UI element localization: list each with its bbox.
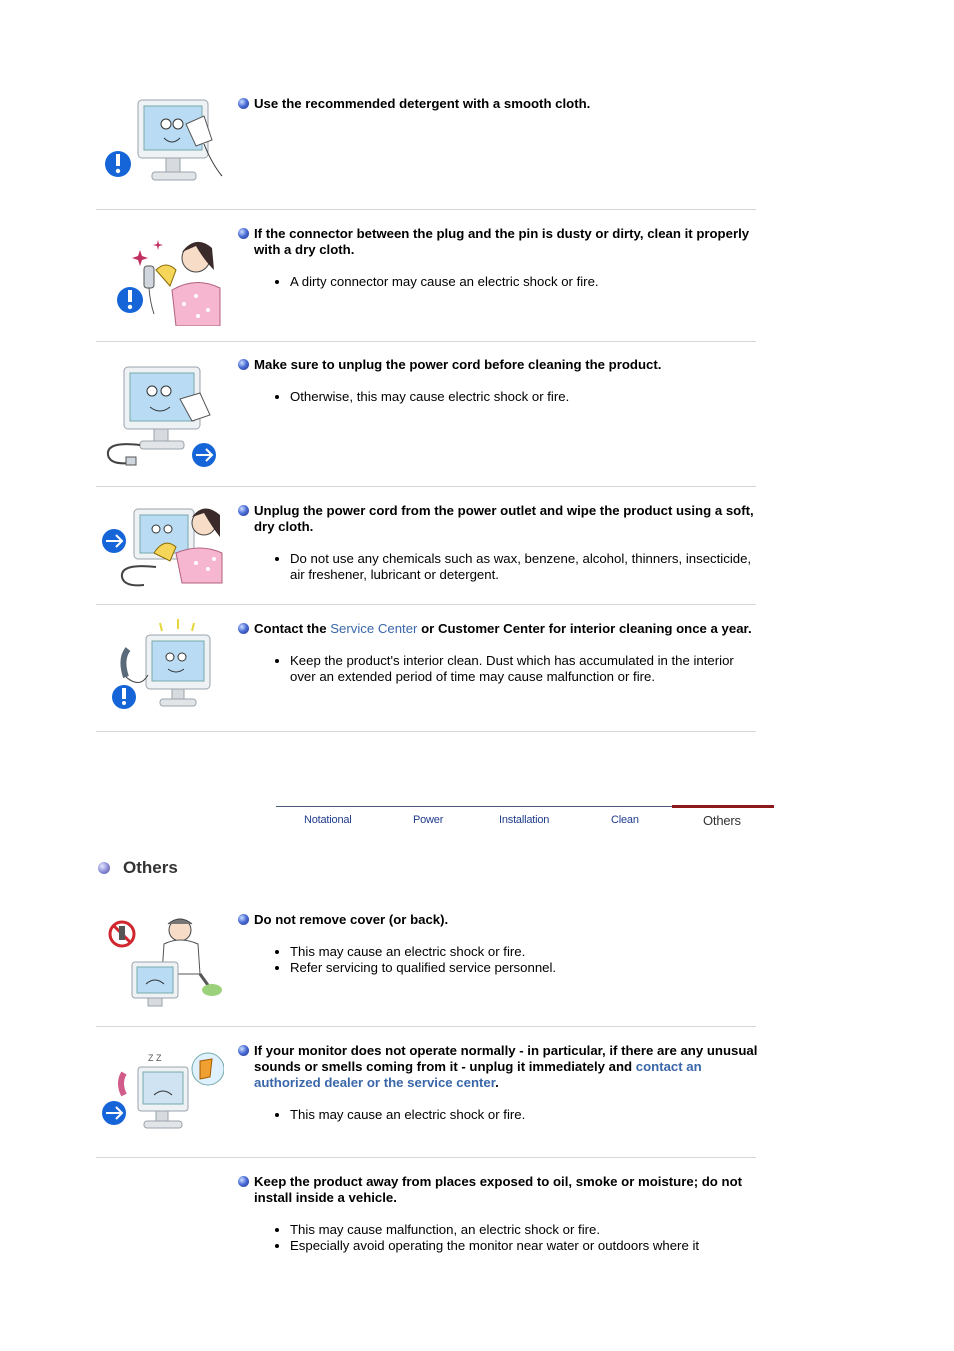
item-text xyxy=(238,503,758,583)
bullet-item: • Keep the product's interior clean. Dust which has accumulated in the interior over an extended period of time may cause malfunction or fire. xyxy=(290,653,758,685)
bullet-item: • This may cause an electric shock or fire. xyxy=(290,1107,758,1123)
tab-notational[interactable]: Notational xyxy=(304,814,352,826)
bullet-item: • This may cause an electric shock or fire. xyxy=(290,944,758,960)
service-center-link[interactable]: Service Center xyxy=(330,621,418,636)
item-text xyxy=(238,912,758,976)
tab-clean[interactable]: Clean xyxy=(611,814,639,826)
bullet-item: • Otherwise, this may cause electric shock or fire. xyxy=(290,389,758,405)
item-heading: Use the recommended detergent with a smooth cloth. xyxy=(238,96,758,112)
item-heading: Contact the Service Center or Customer Center for interior cleaning once a year. xyxy=(238,621,758,637)
item-bullets xyxy=(238,1107,758,1123)
section-title: Others xyxy=(96,858,178,878)
item-heading: If your monitor does not operate normally - in particular, if there are any unusual sounds or smells coming from it - unplug it immediately and contact an authorized dealer or the service center. xyxy=(238,1043,758,1091)
item-text xyxy=(238,1043,758,1123)
item-bullets xyxy=(238,389,758,405)
item-bullets xyxy=(238,1222,758,1254)
item-heading: Unplug the power cord from the power outlet and wipe the product using a soft, dry cloth. xyxy=(238,503,758,535)
bullet-dot-icon xyxy=(238,359,249,370)
tab-power[interactable]: Power xyxy=(413,814,444,826)
item-bullets xyxy=(238,653,758,685)
bullet-item: • Refer servicing to qualified service personnel. xyxy=(290,960,758,976)
bullet-dot-icon xyxy=(238,1045,249,1056)
item-bullets xyxy=(238,551,758,583)
authorized-dealer-link[interactable]: contact an authorized dealer or the service center xyxy=(254,1059,702,1090)
smoking-monitor-illustration xyxy=(100,1047,224,1143)
monitor-phone-illustration xyxy=(100,619,224,715)
no-disassembly-illustration xyxy=(100,914,224,1010)
item-heading: Make sure to unplug the power cord before cleaning the product. xyxy=(238,357,758,373)
item-bullets xyxy=(238,944,758,976)
others-item-cover xyxy=(96,906,756,1027)
bullet-item: • Do not use any chemicals such as wax, benzene, alcohol, thinners, insecticide, air freshener, lubricant or detergent. xyxy=(290,551,758,583)
item-text xyxy=(238,357,758,405)
tab-installation[interactable]: Installation xyxy=(499,814,550,826)
item-text xyxy=(238,96,758,112)
bullet-dot-icon xyxy=(238,228,249,239)
bullet-item: • This may cause malfunction, an electric shock or fire. xyxy=(290,1222,758,1238)
others-item-abnormal xyxy=(96,1027,756,1158)
bullet-dot-icon xyxy=(238,98,249,109)
tab-others[interactable]: Others xyxy=(703,813,741,828)
item-heading: Do not remove cover (or back). xyxy=(238,912,758,928)
woman-cleaning-plug-illustration xyxy=(100,230,224,326)
active-tab-marker xyxy=(672,805,774,808)
others-item-moisture xyxy=(96,1158,756,1351)
section-dot-icon xyxy=(98,862,110,874)
item-heading: If the connector between the plug and the pin is dusty or dirty, clean it properly with a dry cloth. xyxy=(238,226,758,258)
bullet-item: • Especially avoid operating the monitor near water or outdoors where it xyxy=(290,1238,758,1254)
bullet-dot-icon xyxy=(238,914,249,925)
monitor-unplug-illustration xyxy=(100,358,224,470)
clean-item-service xyxy=(96,605,756,732)
item-text xyxy=(238,226,758,290)
svg-text:Z Z: Z Z xyxy=(148,1053,162,1063)
item-heading: Keep the product away from places exposed to oil, smoke or moisture; do not install inside a vehicle. xyxy=(238,1174,758,1206)
monitor-wipe-illustration xyxy=(100,94,224,190)
clean-item-wipe xyxy=(96,487,756,605)
section-tab-bar xyxy=(276,806,774,831)
woman-wiping-monitor-illustration xyxy=(100,503,224,599)
clean-item-detergent xyxy=(96,90,756,210)
bullet-item: • A dirty connector may cause an electric shock or fire. xyxy=(290,274,758,290)
bullet-dot-icon xyxy=(238,1176,249,1187)
clean-item-connector xyxy=(96,210,756,342)
bullet-dot-icon xyxy=(238,505,249,516)
bullet-dot-icon xyxy=(238,623,249,634)
item-bullets xyxy=(238,274,758,290)
item-text xyxy=(238,1174,758,1254)
clean-item-unplug xyxy=(96,342,756,487)
item-text xyxy=(238,621,758,685)
